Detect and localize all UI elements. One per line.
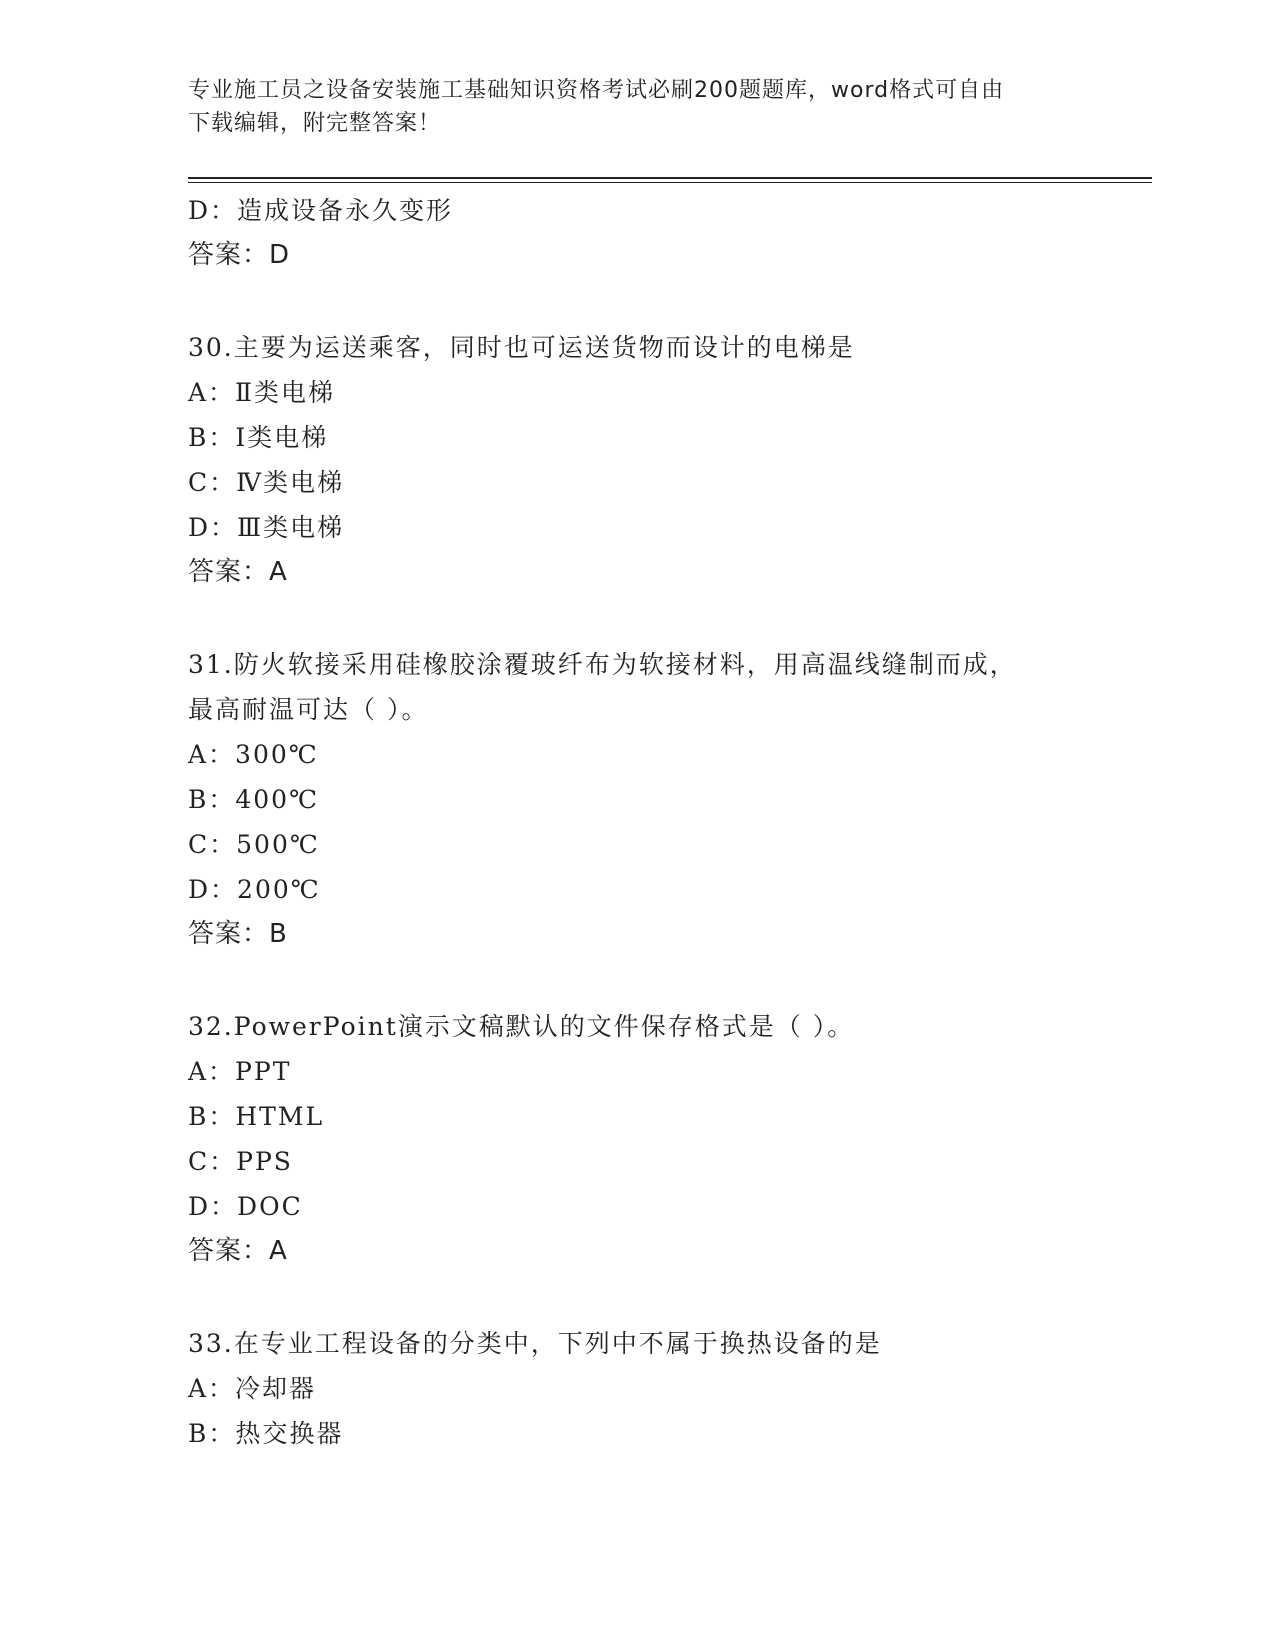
answer-line: 答案：A bbox=[188, 1236, 288, 1266]
option-line: B：HTML bbox=[188, 1102, 325, 1131]
question-stem-continued: 最高耐温可达（ ）。 bbox=[188, 695, 429, 724]
answer-line: 答案：B bbox=[188, 919, 288, 949]
option-line: A：300℃ bbox=[188, 740, 319, 769]
option-line: B：热交换器 bbox=[188, 1419, 344, 1448]
answer-line: 答案：A bbox=[188, 557, 288, 587]
option-line: C：500℃ bbox=[188, 830, 320, 859]
question-block bbox=[188, 1004, 1128, 1274]
header-divider-thin bbox=[188, 182, 1152, 183]
option-line: B：Ⅰ类电梯 bbox=[188, 423, 329, 452]
question-stem: 32.PowerPoint演示文稿默认的文件保存格式是（ ）。 bbox=[188, 1012, 855, 1041]
option-line: C：PPS bbox=[188, 1147, 293, 1176]
answer-line: 答案：D bbox=[188, 240, 291, 270]
question-list bbox=[188, 188, 1128, 1456]
question-block bbox=[188, 1321, 1128, 1456]
question-stem: 33.在专业工程设备的分类中，下列中不属于换热设备的是 bbox=[188, 1329, 882, 1358]
option-line: A：Ⅱ类电梯 bbox=[188, 378, 336, 407]
option-line: B：400℃ bbox=[188, 785, 320, 814]
option-line: A：PPT bbox=[188, 1057, 292, 1086]
question-gap bbox=[188, 957, 1128, 1004]
header-line-2: 下载编辑，附完整答案！ bbox=[188, 111, 442, 136]
option-line: D：200℃ bbox=[188, 875, 321, 904]
question-block bbox=[188, 642, 1128, 957]
question-gap bbox=[188, 1274, 1128, 1321]
document-header bbox=[188, 74, 1068, 140]
option-line: A：冷却器 bbox=[188, 1374, 317, 1403]
option-line: D：造成设备永久变形 bbox=[188, 196, 454, 225]
option-line: C：Ⅳ类电梯 bbox=[188, 468, 345, 497]
option-line: D：Ⅲ类电梯 bbox=[188, 513, 345, 542]
question-block bbox=[188, 325, 1128, 595]
question-gap bbox=[188, 595, 1128, 642]
header-divider-thick bbox=[188, 177, 1152, 179]
option-line: D：DOC bbox=[188, 1192, 303, 1221]
question-gap bbox=[188, 278, 1128, 325]
question-stem: 30.主要为运送乘客，同时也可运送货物而设计的电梯是 bbox=[188, 333, 855, 362]
question-stem: 31.防火软接采用硅橡胶涂覆玻纤布为软接材料，用高温线缝制而成， bbox=[188, 650, 1017, 679]
header-line-1: 专业施工员之设备安装施工基础知识资格考试必刷200题题库，word格式可自由 bbox=[188, 78, 1005, 103]
